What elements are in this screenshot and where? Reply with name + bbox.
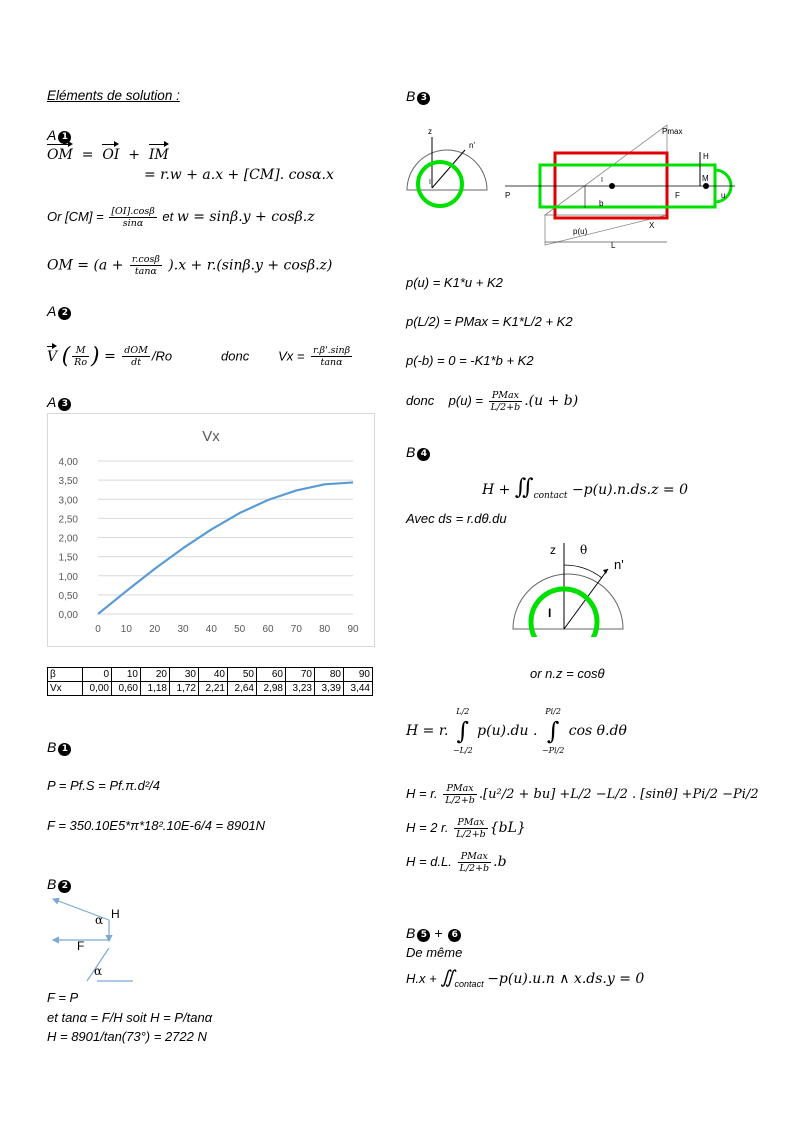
eq-om-oi-im: OM = OI + IM: [47, 147, 169, 163]
fraction: [72, 345, 89, 368]
label-b: b: [599, 199, 604, 208]
eq-om-result: [47, 254, 332, 277]
plus: +: [434, 925, 443, 941]
text: .(u + b): [524, 392, 579, 409]
table-cell: 2,64: [228, 682, 257, 696]
eq-h-integral: [406, 706, 627, 766]
section-label: A: [47, 394, 57, 410]
denominator: tanα: [134, 266, 157, 277]
table-cell: 30: [170, 668, 199, 682]
section-number: 1: [58, 743, 71, 756]
table-cell: 3,44: [344, 682, 373, 696]
text: p(u).du .: [477, 723, 538, 739]
text: Or [CM] =: [47, 208, 104, 224]
section-number: 6: [448, 929, 461, 942]
label-n: n': [469, 141, 475, 150]
x-tick-label: 40: [205, 624, 217, 635]
text: et: [162, 208, 174, 224]
eq-pb: p(-b) = 0 = -K1*b + K2: [406, 353, 534, 368]
label-f: F: [77, 939, 85, 953]
section-label: B: [47, 876, 57, 892]
text: H = 2 r.: [406, 819, 449, 835]
text: H.x +: [406, 971, 437, 986]
numerator: PMax: [458, 851, 492, 863]
label-h: H: [703, 152, 709, 161]
text: donc: [221, 348, 250, 364]
denominator: L/2+b: [445, 795, 475, 806]
section-number: 4: [417, 448, 430, 461]
numerator: r.cosβ: [131, 254, 160, 265]
chart-container: [47, 413, 375, 647]
eq-equilibrium: [482, 475, 688, 501]
eq-pu: p(u) = K1*u + K2: [406, 275, 503, 290]
table-cell: 50: [228, 668, 257, 682]
pressure-triangle-top: [545, 125, 667, 215]
y-tick-label: 3,50: [58, 476, 78, 488]
y-tick-label: 2,50: [58, 514, 78, 526]
label-theta: θ: [580, 543, 588, 557]
eq-h-result: H = 8901/tan(73°) = 2722 N: [47, 1029, 207, 1044]
fraction: [122, 345, 150, 368]
text: p(u) =: [448, 392, 483, 408]
y-tick-label: 0,00: [58, 610, 78, 621]
point-i: [609, 183, 615, 189]
section-number: 3: [417, 92, 430, 105]
y-tick-label: 1,50: [58, 552, 78, 564]
label-m: M: [702, 174, 709, 183]
text: −p(u).n.ds.z = 0: [571, 482, 688, 498]
label-l: L: [611, 241, 616, 250]
denominator: L/2+b: [456, 829, 486, 840]
vec-v: V: [47, 348, 58, 365]
text: H = r.: [406, 785, 438, 801]
section-label: B: [406, 444, 416, 460]
section-number: 5: [417, 929, 430, 942]
label-pu: p(u): [573, 227, 588, 236]
text: {bL}: [489, 819, 526, 836]
numerator: PMax: [443, 783, 477, 795]
x-tick-label: 30: [177, 624, 189, 635]
x-tick-label: 0: [95, 624, 101, 635]
y-tick-label: 1,00: [58, 571, 78, 583]
label-i: I: [601, 177, 603, 184]
table-cell: 90: [344, 668, 373, 682]
section-label: B: [47, 739, 57, 755]
text: cos θ.dθ: [568, 723, 627, 739]
label-h: H: [111, 907, 120, 921]
section-b3-heading: [406, 88, 430, 105]
vec-oi: OI: [102, 147, 120, 163]
table-cell: 70: [286, 668, 315, 682]
n-arrowhead: [603, 569, 608, 574]
piston-diagram: [405, 120, 735, 252]
lower-limit: −Pi/2: [541, 746, 565, 755]
eq-h-step3: [406, 817, 526, 840]
label-z: z: [550, 543, 556, 557]
label-alpha: α: [95, 913, 104, 927]
table-header-vx: Vx: [48, 682, 83, 696]
table-cell: 60: [257, 668, 286, 682]
table-cell: 0,00: [83, 682, 112, 696]
x-tick-label: 90: [347, 624, 359, 635]
y-tick-label: 4,00: [58, 457, 78, 468]
x-tick-label: 10: [120, 624, 132, 635]
vec-om: OM: [47, 147, 73, 163]
upper-limit: Pi/2: [545, 707, 561, 716]
series-line-vx: [98, 482, 353, 614]
eq-f-equals-p: F = P: [47, 990, 79, 1005]
eq-pl2: p(L/2) = PMax = K1*L/2 + K2: [406, 314, 573, 329]
denominator: L/2+b: [490, 402, 521, 413]
section-b1-heading: [47, 739, 71, 756]
section-a2-heading: [47, 303, 71, 320]
lower-limit: −L/2: [452, 746, 473, 755]
text: −p(u).u.n ∧ x.ds.y = 0: [487, 971, 645, 987]
text: Vx =: [278, 348, 305, 364]
table-cell: 1,72: [170, 682, 199, 696]
table-row: [48, 682, 373, 696]
label-n: n': [614, 557, 624, 572]
table-cell: 2,98: [257, 682, 286, 696]
denominator: L/2+b: [459, 863, 490, 874]
page-title: Eléments de solution :: [47, 88, 180, 103]
eq-pu-final: [406, 390, 578, 413]
table-cell: 1,18: [141, 682, 170, 696]
denominator: dt: [131, 357, 142, 368]
section-number: 2: [58, 307, 71, 320]
upper-limit: L/2: [456, 707, 470, 716]
eq-moment: $H.x + ∬_{contact} -p(u).u.n$ ∧ x.ds.y = 0: [406, 967, 645, 989]
integral-sign: ∬: [514, 475, 534, 500]
label-i: I: [548, 606, 552, 620]
numerator: PMax: [454, 817, 488, 829]
numerator: M: [72, 345, 89, 357]
vx-chart: [48, 414, 374, 646]
vec-im: IM: [148, 147, 169, 163]
eq-h-step4: [406, 851, 507, 874]
text: OM = (a +: [47, 257, 124, 274]
eq-w: w = sinβ.y + cosβ.z: [176, 208, 315, 225]
text: .[u²/2 + bu] +L/2 −L/2 . [sinθ] +Pi/2 −Pi/2: [478, 786, 759, 802]
section-label: B: [406, 925, 416, 941]
x-tick-label: 80: [319, 624, 331, 635]
fraction: [489, 390, 523, 413]
text: donc: [406, 392, 435, 408]
table-header-beta: β: [48, 668, 83, 682]
denominator: tanα: [320, 357, 343, 368]
section-number: 3: [58, 398, 71, 411]
eq-om-expansion: = r.w + a.x + [CM]. cosα.x: [144, 167, 334, 183]
table-cell: 3,39: [315, 682, 344, 696]
x-tick-label: 50: [234, 624, 246, 635]
section-number: 2: [58, 880, 71, 893]
text: /Ro: [151, 348, 173, 364]
numerator: r.β'.sinβ: [312, 345, 351, 356]
contact-diagram: [510, 537, 630, 637]
integral-limits: Pi/2 ∫ −Pi/2: [541, 707, 565, 755]
fraction: [130, 254, 162, 277]
label-f: F: [675, 191, 680, 200]
fraction: [311, 345, 352, 368]
label-u: u: [721, 191, 726, 200]
chart-title: Vx: [202, 428, 220, 445]
eq-cm-definition: [47, 206, 315, 229]
subscript: contact: [454, 979, 484, 989]
text: .b: [493, 853, 507, 870]
y-tick-label: 0,50: [58, 590, 78, 602]
text: H = d.L.: [406, 853, 452, 869]
numerator: dOM: [124, 345, 148, 356]
x-tick-label: 60: [262, 624, 274, 635]
eq-cos-theta: or n.z = cosθ: [530, 666, 605, 681]
text: H +: [482, 482, 511, 498]
y-tick-label: 3,00: [58, 495, 78, 507]
section-b5-b6-heading: [406, 925, 461, 942]
fraction: [458, 851, 492, 874]
table-cell: 20: [141, 668, 170, 682]
denominator: sinα: [122, 218, 144, 229]
x-tick-label: 20: [149, 624, 161, 635]
x-tick-label: 70: [290, 624, 302, 635]
label-i: I: [429, 179, 431, 186]
label-alpha: α: [94, 964, 103, 978]
label-p: P: [505, 191, 511, 200]
numerator: [OI].cosβ: [111, 206, 155, 217]
text: ).x + r.(sinβ.y + cosβ.z): [168, 257, 333, 274]
section-number: 1: [58, 131, 71, 144]
denominator: Ro: [74, 357, 88, 368]
subscript: contact: [533, 491, 568, 501]
eq-f: F = 350.10E5*π*18².10E-6/4 = 8901N: [47, 818, 266, 833]
integral-limits: L/2 ∫ −L/2: [452, 707, 473, 755]
label-pmax: Pmax: [662, 127, 683, 136]
table-cell: 80: [315, 668, 344, 682]
eq-tan: et tanα = F/H soit H = P/tanα: [47, 1010, 213, 1025]
force-diagram: [47, 893, 137, 983]
fraction: [454, 817, 488, 840]
y-tick-label: 2,00: [58, 533, 78, 545]
text-de-meme: De même: [406, 945, 463, 960]
table-cell: 2,21: [199, 682, 228, 696]
fraction: [109, 206, 156, 229]
vx-table: [47, 667, 373, 696]
eq-h-step2: [406, 783, 759, 806]
point-m: [703, 183, 709, 189]
eq-ds: Avec ds = r.dθ.du: [406, 511, 507, 526]
fraction: [443, 783, 477, 806]
table-cell: 40: [199, 668, 228, 682]
table-cell: 3,23: [286, 682, 315, 696]
section-label: A: [47, 303, 57, 319]
table-row: [48, 668, 373, 682]
text: H = r.: [406, 723, 449, 739]
label-z: z: [428, 127, 432, 136]
table-cell: 10: [112, 668, 141, 682]
section-b2-heading: [47, 876, 71, 893]
numerator: PMax: [489, 390, 523, 402]
section-label: B: [406, 88, 416, 104]
table-cell: 0,60: [112, 682, 141, 696]
section-b4-heading: [406, 444, 430, 461]
section-a3-heading: [47, 394, 71, 411]
eq-p: P = Pf.S = Pf.π.d²/4: [47, 778, 161, 793]
eq-velocity: V ( $\frac{M}{Ro}$ ) = $\frac{\text{dOM}}{dt}$ /Ro donc Vx = $\frac{r.\beta'.\sin\beta}{\tan\alpha}$: [47, 344, 351, 369]
section-label: A: [47, 127, 57, 143]
table-cell: 0: [83, 668, 112, 682]
label-x: X: [649, 221, 655, 230]
